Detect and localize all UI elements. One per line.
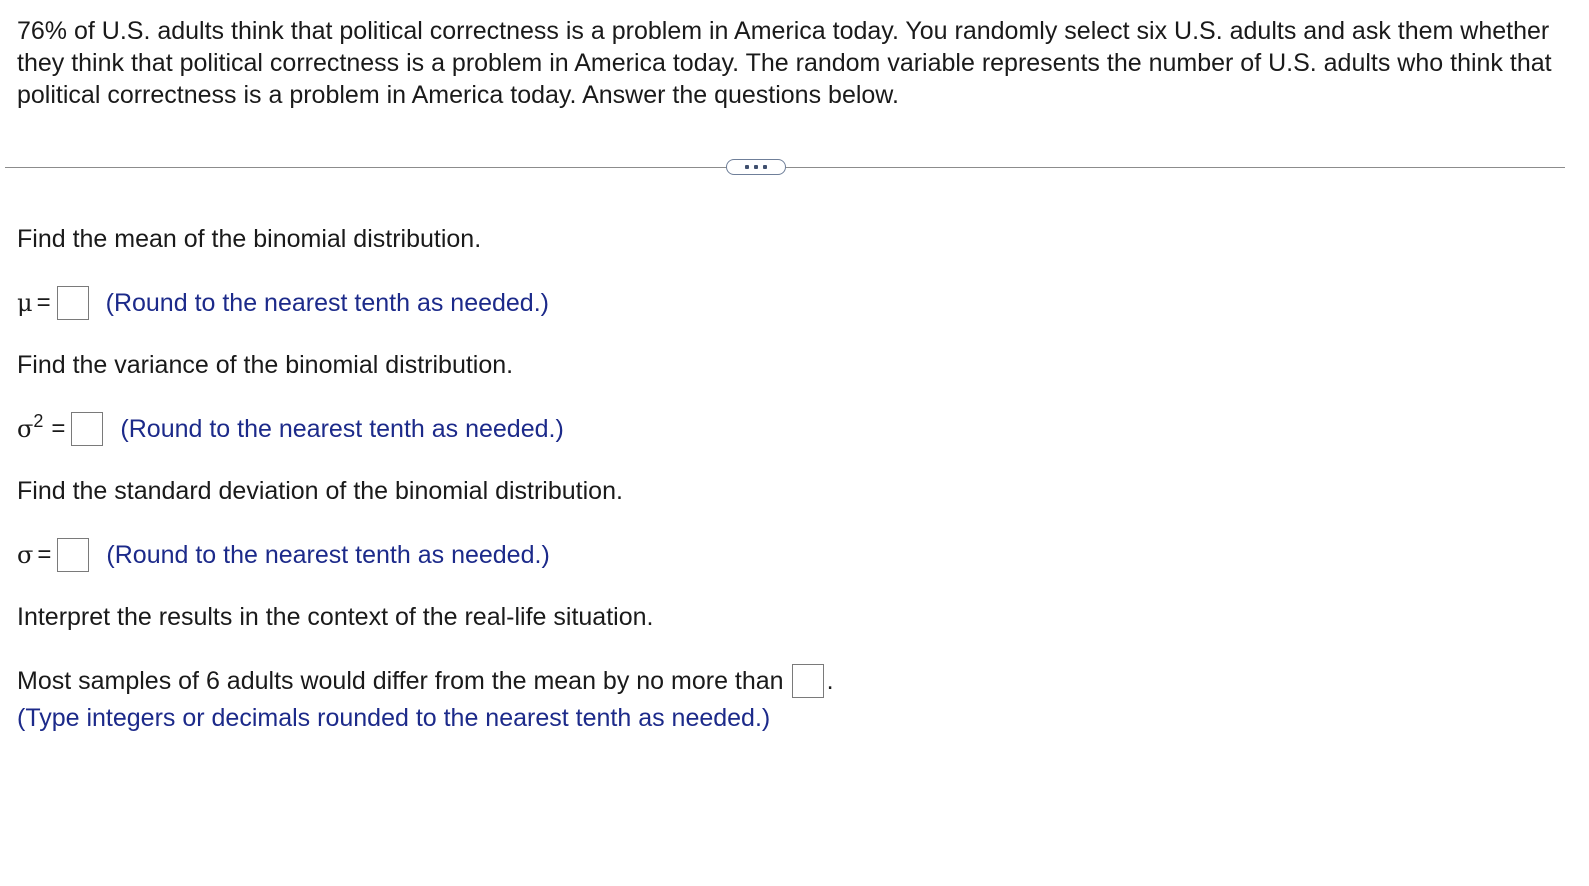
equals-sign: = <box>36 289 51 316</box>
mean-question: Find the mean of the binomial distribution. <box>17 225 482 253</box>
expand-more-button[interactable] <box>726 159 786 175</box>
mu-symbol: μ <box>17 289 33 317</box>
mean-input[interactable] <box>57 286 89 320</box>
ellipsis-icon <box>745 165 749 169</box>
std-dev-answer-row <box>17 536 550 574</box>
interpret-type-hint: (Type integers or decimals rounded to the nearest tenth as needed.) <box>17 704 771 732</box>
mean-round-hint: (Round to the nearest tenth as needed.) <box>105 288 549 317</box>
variance-question: Find the variance of the binomial distribution. <box>17 351 514 379</box>
variance-round-hint: (Round to the nearest tenth as needed.) <box>120 414 564 443</box>
interpret-question: Interpret the results in the context of the real-life situation. <box>17 603 654 631</box>
std-dev-input[interactable] <box>57 538 89 572</box>
equals-sign: = <box>51 415 66 442</box>
sigma-squared-symbol <box>17 411 44 443</box>
variance-answer-row <box>17 410 564 448</box>
variance-input[interactable] <box>71 412 103 446</box>
std-dev-round-hint: (Round to the nearest tenth as needed.) <box>106 540 550 569</box>
mean-answer-row <box>17 284 549 322</box>
sentence-period: . <box>826 666 834 695</box>
ellipsis-icon <box>763 165 767 169</box>
interpret-sentence: Most samples of 6 adults would differ from the mean by no more than <box>17 666 784 695</box>
interpret-answer-row <box>17 661 834 701</box>
interpret-input[interactable] <box>792 664 824 698</box>
ellipsis-icon <box>754 165 758 169</box>
sigma-symbol: σ <box>17 541 34 569</box>
squared-superscript: 2 <box>33 411 44 431</box>
std-dev-question: Find the standard deviation of the binomial distribution. <box>17 477 623 505</box>
sigma-symbol: σ <box>17 415 34 443</box>
problem-statement: 76% of U.S. adults think that political correctness is a problem in America today. You randomly select six U.S. adults and ask them whether they think that political correctness is a problem in America today. The random variable represents the number of U.S. adults who think that political correctness is a problem in America today. Answer the questions below. <box>17 17 1552 109</box>
equals-sign: = <box>37 541 52 568</box>
